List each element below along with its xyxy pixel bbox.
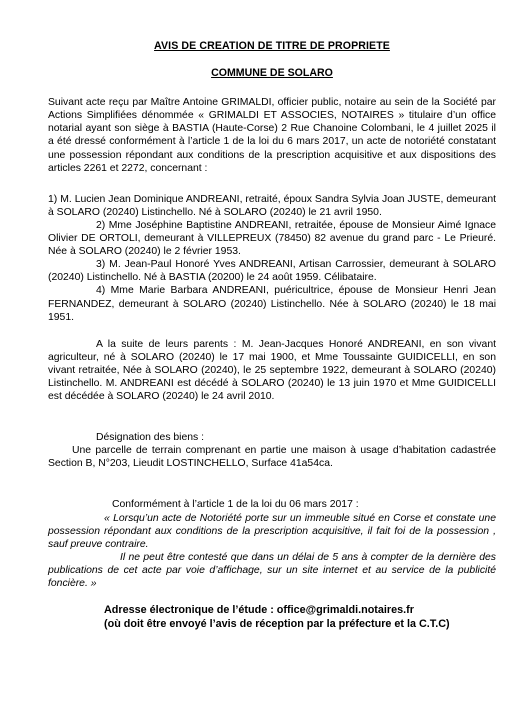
law-quote-1: « Lorsqu’un acte de Notoriété porte sur un immeuble situé en Corse et constate une possession répondant aux conditions de la prescription acquisitive, il fait foi de la possession , sauf preuve contraire. (48, 512, 496, 550)
person-4 (48, 284, 496, 323)
parents-paragraph (48, 338, 496, 403)
person-2 (48, 219, 496, 258)
document-title: AVIS DE CREATION DE TITRE DE PROPRIETE (154, 40, 390, 52)
person-1-text: 1) M. Lucien Jean Dominique ANDREANI, retraité, époux Sandra Sylvia Joan JUSTE, demeurant à SOLARO (20240) Listinchello. Né à SOLARO (20240) le 21 avril 1950. (48, 193, 496, 218)
law-quote-2: Il ne peut être contesté que dans un délai de 5 ans à compter de la dernière des publications de cet acte par voie d’affichage, sur un site internet et au service de la publicité foncière. » (48, 551, 496, 589)
designation-label: Désignation des biens : (96, 432, 205, 444)
person-3 (48, 258, 496, 284)
document-subtitle: COMMUNE DE SOLARO (211, 67, 333, 80)
parents-text: A la suite de leurs parents : M. Jean-Jacques Honoré ANDREANI, en son vivant agriculteur, né à SOLARO (20240) le 17 mai 1900, et Mme Toussainte GUIDICELLI, en son vivant retraitée, Née à SOLARO (20240), le 25 septembre 1922, demeurant à SOLARO (20240) Listinchello. M. ANDREANI est décédé à SOLARO (20240) le 13 juin 1970 et Mme GUIDICELLI est décédée à SOLARO (20240) le 24 avril 2010. (48, 338, 496, 403)
intro-text: Suivant acte reçu par Maître Antoine GRIMALDI, officier public, notaire au sein de la Société par Actions Simplifiées dénommée « GRIMALDI ET ASSOCIES, NOTAIRES » titulaire d’un office notarial ayant son siège à BASTIA (Haute-Corse) 2 Rue Chanoine Colombani, le 4 juillet 2025 il a été dressé conformément à l’article 1 de la loi du 6 mars 2017, un acte de notoriété constatant une possession répondant aux conditions de la prescription acquisitive et aux dispositions des articles 2261 et 2272, concernant : (48, 97, 496, 174)
person-2-text: 2) Mme Joséphine Baptistine ANDREANI, retraitée, épouse de Monsieur Aimé Ignace Olivier DE ORTOLI, demeurant à VILLEPREUX (78450) 82 avenue du grand parc - Le Prieuré. Née à SOLARO (20240) le 2 février 1953. (48, 219, 496, 258)
person-4-text: 4) Mme Marie Barbara ANDREANI, puéricultrice, épouse de Monsieur Henri Jean FERNANDEZ, demeurant à SOLARO (20240) Listinchello. Née à SOLARO (20240) le 18 mai 1951. (48, 285, 496, 323)
contact-note: (où doit être envoyé l’avis de réception par la préfecture et la C.T.C) (104, 617, 450, 630)
intro-paragraph (48, 96, 496, 175)
contact-email-line: Adresse électronique de l’étude : office@grimaldi.notaires.fr (104, 604, 414, 617)
notice-document (48, 40, 496, 631)
law-intro: Conformément à l’article 1 de la loi du 06 mars 2017 : (112, 499, 359, 511)
person-1 (48, 193, 496, 219)
person-3-text: 3) M. Jean-Paul Honoré Yves ANDREANI, Artisan Carrossier, demeurant à SOLARO (20240) Listinchello. Né à BASTIA (20200) le 24 août 1959. Célibataire. (48, 259, 496, 284)
designation-text: Une parcelle de terrain comprenant en partie une maison à usage d’habitation cadastrée Section B, N°203, Lieudit LOSTINCHELLO, Surface 41a54ca. (48, 445, 496, 470)
